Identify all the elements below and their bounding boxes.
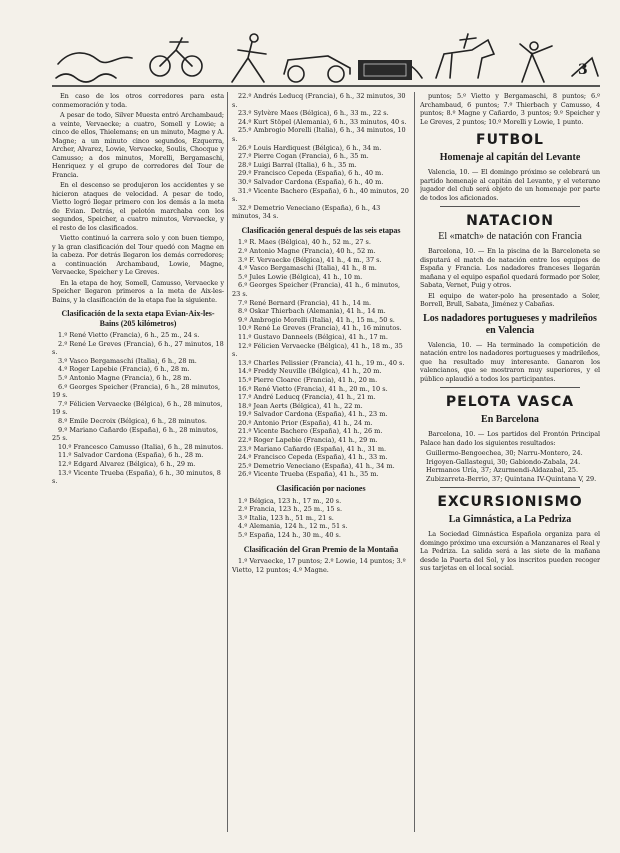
list-item: 8.º Emile Decroix (Bélgica), 6 h., 28 minutos. xyxy=(58,416,207,425)
list-item: 10.º René Le Greves (Francia), 41 h., 16 minutos. xyxy=(238,324,402,333)
list-item: 7.º Félicien Vervaecke (Bélgica), 6 h., 28 minutos, 19 s. xyxy=(52,399,223,417)
section-subheading: Homenaje al capitán del Levante xyxy=(439,152,581,163)
list-item: 12.º Edgard Alvarez (Bélgica), 6 h., 29 m. xyxy=(58,459,196,468)
list-item: 13.º Charles Pelissier (Francia), 41 h., 19 m., 40 s. xyxy=(238,358,405,367)
paragraph: La Sociedad Gimnástica Española organiza para el domingo próximo una excursión a Manzanares el Real y La Pedriza. La salida será a las siete de la mañana desde la Puerta del Sol, y los inscritos pueden recoger sus tarjetas en el local social. xyxy=(420,530,600,573)
section-heading-pelota: PELOTA VASCA xyxy=(445,394,575,410)
list-item: 16.º René Vietto (Francia), 41 h., 20 m., 10 s. xyxy=(238,384,388,393)
swimmer-figure xyxy=(58,53,132,64)
list-item: 10.º Francesco Camusso (Italia), 6 h., 28 minutos. xyxy=(58,442,224,451)
sports-banner-illustration xyxy=(52,28,600,92)
stage-classification-title: Clasificación de la sexta etapa Evian-Aix-les-Bains (205 kilómetros) xyxy=(61,309,215,328)
column-rule-left xyxy=(227,92,228,832)
list-item: 2.º Francia, 123 h., 25 m., 15 s. xyxy=(238,505,343,514)
paragraph: En el descenso se produjeron los accidentes y se hicieron ataques de velocidad. A pesar de todo, Vietto logró llegar primero con los demás a la meta de Evian. Detrás, el pelotón marchaba con los segundos, Speicher, a cuatro minutos, Vervaecke, y el resto de los clasificados. xyxy=(52,181,224,232)
column-center xyxy=(232,92,410,832)
list-item: 3.º F. Vervaecke (Bélgica), 41 h., 4 m., 37 s. xyxy=(238,255,382,264)
nations-classification-title: Clasificación por naciones xyxy=(276,484,366,494)
divider xyxy=(440,206,580,207)
paragraph: A pesar de todo, Silver Muesta entró Archambaud; a veinte, Vervaecke; a cuatro, Somell y Lowie; a cinco de ellos, Thielemans; en un minuto, Magne y A. Magne; a un minuto cinco segundos, Ezquerra, Archer, Alvarez, Lowie, Vervaecke, Soulis, Chocque y Camusso; a dos minutos, Morelli, Bergamaschi, Henriquez y el grupo de corredores del Tour de Francia. xyxy=(52,111,224,179)
paragraph: Valencia, 10. — El domingo próximo se celebrará un partido homenaje al capitán del Levante, y el veterano jugador del club será objeto de un homenaje por parte de todos los aficionados. xyxy=(420,168,600,202)
list-item: 7.º René Bernard (Francia), 41 h., 14 m. xyxy=(238,298,372,307)
list-item: 3.º Vasco Bergamaschi (Italia), 6 h., 28 m. xyxy=(58,356,197,365)
column-rule-right xyxy=(414,92,415,832)
list-item: Irigoyen-Gallastegui, 30; Gabiondo-Zabala, 24. xyxy=(426,457,581,466)
section-heading-futbol: FUTBOL xyxy=(476,132,544,148)
list-item: 31.º Vicente Bachero (España), 6 h., 40 minutos, 20 s. xyxy=(232,186,409,204)
list-item: 2.º René Le Greves (Francia), 6 h., 27 minutos, 18 s. xyxy=(52,339,224,357)
paragraph: Vietto continuó la carrera solo y con buen tiempo, y la gran clasificación del Tour quedó con Magne en la cabeza. Por detrás llegaron los demás corredores; a continuación Archambaud, Lowie, Magne, Vervaecke, Speicher y Le Greves. xyxy=(52,234,224,276)
list-item: 5.º Antonio Magne (Francia), 6 h., 28 m. xyxy=(58,373,192,382)
list-item: 15.º Pierre Cloarec (Francia), 41 h., 20 m. xyxy=(238,375,378,384)
list-item: Zubizarreta-Berrio, 37; Quintana IV-Quintana V, 29. xyxy=(426,474,597,483)
list-item: 22.º Roger Lapebie (Francia), 41 h., 29 m. xyxy=(238,436,378,445)
list-item: 1.º Vervaecke, 17 puntos; 2.º Lowie, 14 puntos; 3.º Vietto, 12 puntos; 4.º Magne. xyxy=(232,557,406,574)
wave-icon xyxy=(56,74,116,82)
runner-figure xyxy=(232,42,266,82)
column-right xyxy=(420,92,600,832)
list-item: 30.º Salvador Cardona (España), 6 h., 40 m. xyxy=(238,177,384,186)
cyclist-figure xyxy=(160,38,192,66)
list-item: 24.º Kurt Stöpel (Alemania), 6 h., 33 minutos, 40 s. xyxy=(238,117,407,126)
paragraph: Valencia, 10. — Ha terminado la competición de natación entre los nadadores portugueses y madrileños, que ha resultado muy interesante. Ganaron los valencianos, que se mostraron muy superiores, y el público aplaudió a todos los participantes. xyxy=(420,340,600,383)
list-item: 4.º Roger Lapebie (Francia), 6 h., 28 m. xyxy=(58,365,190,374)
list-item: 11.º Gustavo Danneels (Bélgica), 41 h., 17 m. xyxy=(238,332,388,341)
list-item: 32.º Demetrio Veneciano (España), 6 h., 43 minutos, 34 s. xyxy=(232,203,381,221)
list-item: 6.º Georges Speicher (Francia), 41 h., 6 minutos, 23 s. xyxy=(232,281,401,298)
list-item: 13.º Vicente Trueba (España), 6 h., 30 minutos, 8 s. xyxy=(52,468,221,486)
list-item: 8.º Oskar Thierbach (Alemania), 41 h., 14 m. xyxy=(238,307,386,316)
list-item: 25.º Ambrogio Morelli (Italia), 6 h., 34 minutos, 10 s. xyxy=(232,126,406,143)
divider xyxy=(440,487,580,488)
divider xyxy=(440,387,580,388)
list-item: Guillermo-Bengoechea, 30; Narru-Montero, 24. xyxy=(426,449,583,457)
list-item: 1.º R. Maes (Bélgica), 40 h., 52 m., 27 s. xyxy=(238,238,371,247)
list-item: 20.º Antonio Prior (España), 41 h., 24 m. xyxy=(238,418,373,427)
paragraph: En la etapa de hoy, Somell, Camusso, Vervaecke y Speicher llegaron primeros a la meta de Aix-les-Bains, y la clasificación de la etapa fue la siguiente. xyxy=(52,278,224,304)
paragraph: puntos; 5.º Vietto y Bergamaschi, 8 puntos; 6.º Archambaud, 6 puntos; 7.º Thierbach y Camusso, 4 puntos; 8.º Magne y Cañardo, 3 puntos; 9.º Speicher y Le Greves, 2 puntos; 10.º Morelli y Lowie, 1 punto. xyxy=(420,92,600,126)
paragraph: El equipo de water-polo ha presentado a Soler, Borrell, Brull, Sabata, Jiménez y Cabañas. xyxy=(420,291,600,308)
paragraph: Barcelona, 10. — En la piscina de la Barceloneta se disputará el match de natación entre los equipos de España y Francia. Los nadadores franceses llegarán mañana y el equipo español quedará formado por Soler, Sabata, Vernet, Puig y otros. xyxy=(420,247,600,289)
list-item: 28.º Luigi Barral (Italia), 6 h., 35 m. xyxy=(238,160,357,169)
list-item: 12.º Félicien Vervaecke (Bélgica), 41 h., 18 m., 35 s. xyxy=(232,341,403,359)
list-item: 29.º Francisco Cepeda (España), 6 h., 40 m. xyxy=(238,169,384,178)
list-item: 5.º España, 124 h., 30 m., 40 s. xyxy=(238,530,341,539)
list-item: 19.º Salvador Cardona (España), 41 h., 23 m. xyxy=(238,410,388,419)
list-item: 9.º Mariano Cañardo (España), 6 h., 28 minutos, 25 s. xyxy=(52,425,219,443)
list-item: 26.º Louis Hardiquest (Bélgica), 6 h., 34 m. xyxy=(238,143,382,152)
general-classification-title: Clasificación general después de las seis etapas xyxy=(241,225,401,235)
list-item: 5.º Jules Lowie (Bélgica), 41 h., 10 m. xyxy=(238,272,363,281)
list-item: 25.º Demetrio Veneciano (España), 41 h., 34 m. xyxy=(238,461,395,470)
paragraph: En caso de los otros corredores para esta conmemoración y toda. xyxy=(52,92,224,109)
car-body xyxy=(284,56,350,74)
list-item: 21.º Vicente Bachero (España), 41 h., 26 m. xyxy=(238,427,383,436)
banner-center-plate xyxy=(358,60,412,80)
section-heading-natacion: NATACION xyxy=(466,213,554,229)
list-item: 11.º Salvador Cardona (España), 6 h., 28 m. xyxy=(58,451,204,460)
list-item: 9.º Ambrogio Morelli (Italia), 41 h., 15 m., 50 s. xyxy=(238,315,395,324)
list-item: 14.º Freddy Neuville (Bélgica), 41 h., 20 m. xyxy=(238,367,382,376)
list-item: Hermanos Uría, 37; Azurmendi-Aldazabal, 25. xyxy=(426,466,579,475)
section-subheading: La Gimnástica, a La Pedriza xyxy=(448,514,572,526)
list-item: 22.º Andrés Leducq (Francia), 6 h., 32 minutos, 30 s. xyxy=(232,92,406,109)
mountain-classification-title: Clasificación del Gran Premio de la Montaña xyxy=(243,544,399,554)
car-wheel xyxy=(288,66,304,82)
list-item: 1.º Bélgica, 123 h., 17 m., 20 s. xyxy=(238,496,342,505)
paragraph: Barcelona, 10. — Los partidos del Frontón Principal Palace han dado los siguientes resultados: xyxy=(420,430,600,447)
list-item: 23.º Mariano Cañardo (España), 41 h., 31 m. xyxy=(238,444,387,453)
section-heading-excursionismo: EXCURSIONISMO xyxy=(437,494,583,511)
list-item: 26.º Vicente Trueba (España), 41 h., 35 m. xyxy=(238,470,379,479)
list-item: 6.º Georges Speicher (Francia), 6 h., 28 minutos, 19 s. xyxy=(52,382,221,400)
section-subheading: El «match» de natación con Francia xyxy=(438,231,582,242)
list-item: 2.º Antonio Magne (Francia), 40 h., 52 m. xyxy=(238,247,376,255)
list-item: 4.º Vasco Bergamaschi (Italia), 41 h., 8 m. xyxy=(238,264,377,273)
list-item: 17.º André Leducq (Francia), 41 h., 21 m. xyxy=(238,393,376,402)
list-item: 27.º Pierre Cogan (Francia), 6 h., 35 m. xyxy=(238,152,369,161)
page-number: 3 xyxy=(578,62,588,78)
list-item: 4.º Alemania, 124 h., 12 m., 51 s. xyxy=(238,522,348,531)
list-item: 18.º Jean Aerts (Bélgica), 41 h., 22 m. xyxy=(238,401,363,410)
list-item: 1.º René Vietto (Francia), 6 h., 25 m., 24 s. xyxy=(58,331,200,339)
section-subheading: Los nadadores portugueses y madrileños en Valencia xyxy=(423,312,597,336)
column-left xyxy=(52,92,224,832)
list-item: 24.º Francisco Cepeda (España), 41 h., 33 m. xyxy=(238,453,388,462)
section-subheading: En Barcelona xyxy=(481,414,539,425)
list-item: 23.º Sylvère Maes (Bélgica), 6 h., 33 m., 22 s. xyxy=(238,109,389,118)
horse-rider xyxy=(460,34,476,48)
list-item: 3.º Italia, 123 h., 51 m., 21 s. xyxy=(238,513,334,522)
